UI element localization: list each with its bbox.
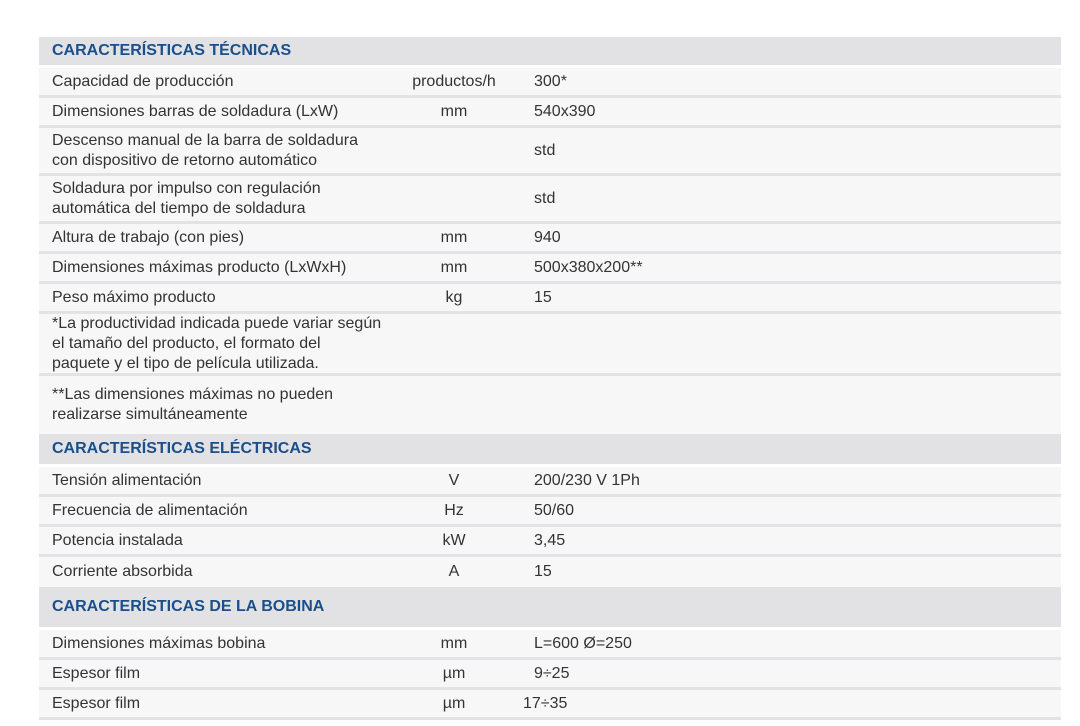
- table-row: [39, 224, 1061, 254]
- row-value: 17÷35: [523, 694, 568, 712]
- row-label: Frecuencia de alimentación: [52, 501, 248, 519]
- row-unit: Hz: [444, 501, 464, 519]
- table-row: [39, 630, 1061, 660]
- row-label: Espesor film: [52, 664, 141, 682]
- table-row: [39, 467, 1061, 497]
- table-row: [39, 128, 1061, 176]
- table-row: [39, 98, 1061, 128]
- section-header-electricas: CARACTERÍSTICAS ELÉCTRICAS: [39, 434, 1061, 467]
- row-label: Dimensiones barras de soldadura (LxW): [52, 102, 339, 120]
- row-value: 300*: [534, 72, 567, 90]
- row-value: 15: [534, 563, 552, 580]
- section-header-bobina: CARACTERÍSTICAS DE LA BOBINA: [39, 587, 1061, 630]
- row-value: 200/230 V 1Ph: [534, 471, 640, 489]
- row-value: std: [534, 141, 556, 159]
- row-unit: kW: [442, 531, 466, 549]
- row-label: Dimensiones máximas bobina: [52, 634, 266, 652]
- row-label: Altura de trabajo (con pies): [52, 228, 245, 246]
- row-label: Peso máximo producto: [52, 288, 216, 306]
- row-label: Capacidad de producción: [52, 72, 234, 90]
- row-unit: mm: [440, 228, 468, 246]
- footnote-row: [39, 314, 1061, 376]
- row-label: Corriente absorbida: [52, 563, 193, 580]
- row-label: Tensión alimentación: [52, 471, 202, 489]
- row-value: L=600 Ø=250: [534, 634, 632, 652]
- row-unit: productos/h: [412, 72, 496, 90]
- row-unit: [389, 128, 519, 173]
- row-value: std: [534, 189, 556, 207]
- row-value: 940: [534, 228, 561, 246]
- table-row: [39, 254, 1061, 284]
- table-row: [39, 557, 1061, 587]
- footnote-text: *La productividad indicada puede variar según el tamaño del producto, el formato del paquete y el tipo de película utilizada.: [52, 314, 382, 372]
- row-value: 540x390: [534, 102, 596, 120]
- row-label: Potencia instalada: [52, 531, 183, 549]
- table-row: [39, 690, 1061, 720]
- row-unit: A: [448, 563, 460, 580]
- row-unit: V: [448, 471, 460, 489]
- row-unit: mm: [440, 634, 468, 652]
- row-unit: [389, 176, 519, 221]
- footnote-row: [39, 376, 1061, 434]
- table-row: [39, 527, 1061, 557]
- row-value: 9÷25: [534, 664, 570, 682]
- row-unit: mm: [440, 258, 468, 276]
- row-label: Soldadura por impulso con regulación automática del tiempo de soldadura: [52, 179, 321, 217]
- row-unit: mm: [440, 102, 468, 120]
- row-unit: µm: [442, 664, 466, 682]
- row-value: 3,45: [534, 531, 566, 549]
- row-label: Espesor film: [52, 694, 141, 712]
- spec-table: [39, 37, 1061, 720]
- table-row: [39, 497, 1061, 527]
- row-value: 15: [534, 288, 552, 306]
- row-label: Descenso manual de la barra de soldadura con dispositivo de retorno automático: [52, 131, 358, 169]
- table-row: [39, 660, 1061, 690]
- table-row: [39, 284, 1061, 314]
- table-row: [39, 176, 1061, 224]
- row-unit: kg: [445, 288, 463, 306]
- row-label: Dimensiones máximas producto (LxWxH): [52, 258, 347, 276]
- row-value: 500x380x200**: [534, 258, 643, 276]
- row-unit: µm: [442, 694, 466, 712]
- table-row: [39, 68, 1061, 98]
- section-header-tecnicas: CARACTERÍSTICAS TÉCNICAS: [39, 37, 1061, 68]
- footnote-text: **Las dimensiones máximas no pueden realizarse simultáneamente: [52, 386, 334, 423]
- row-value: 50/60: [534, 501, 575, 519]
